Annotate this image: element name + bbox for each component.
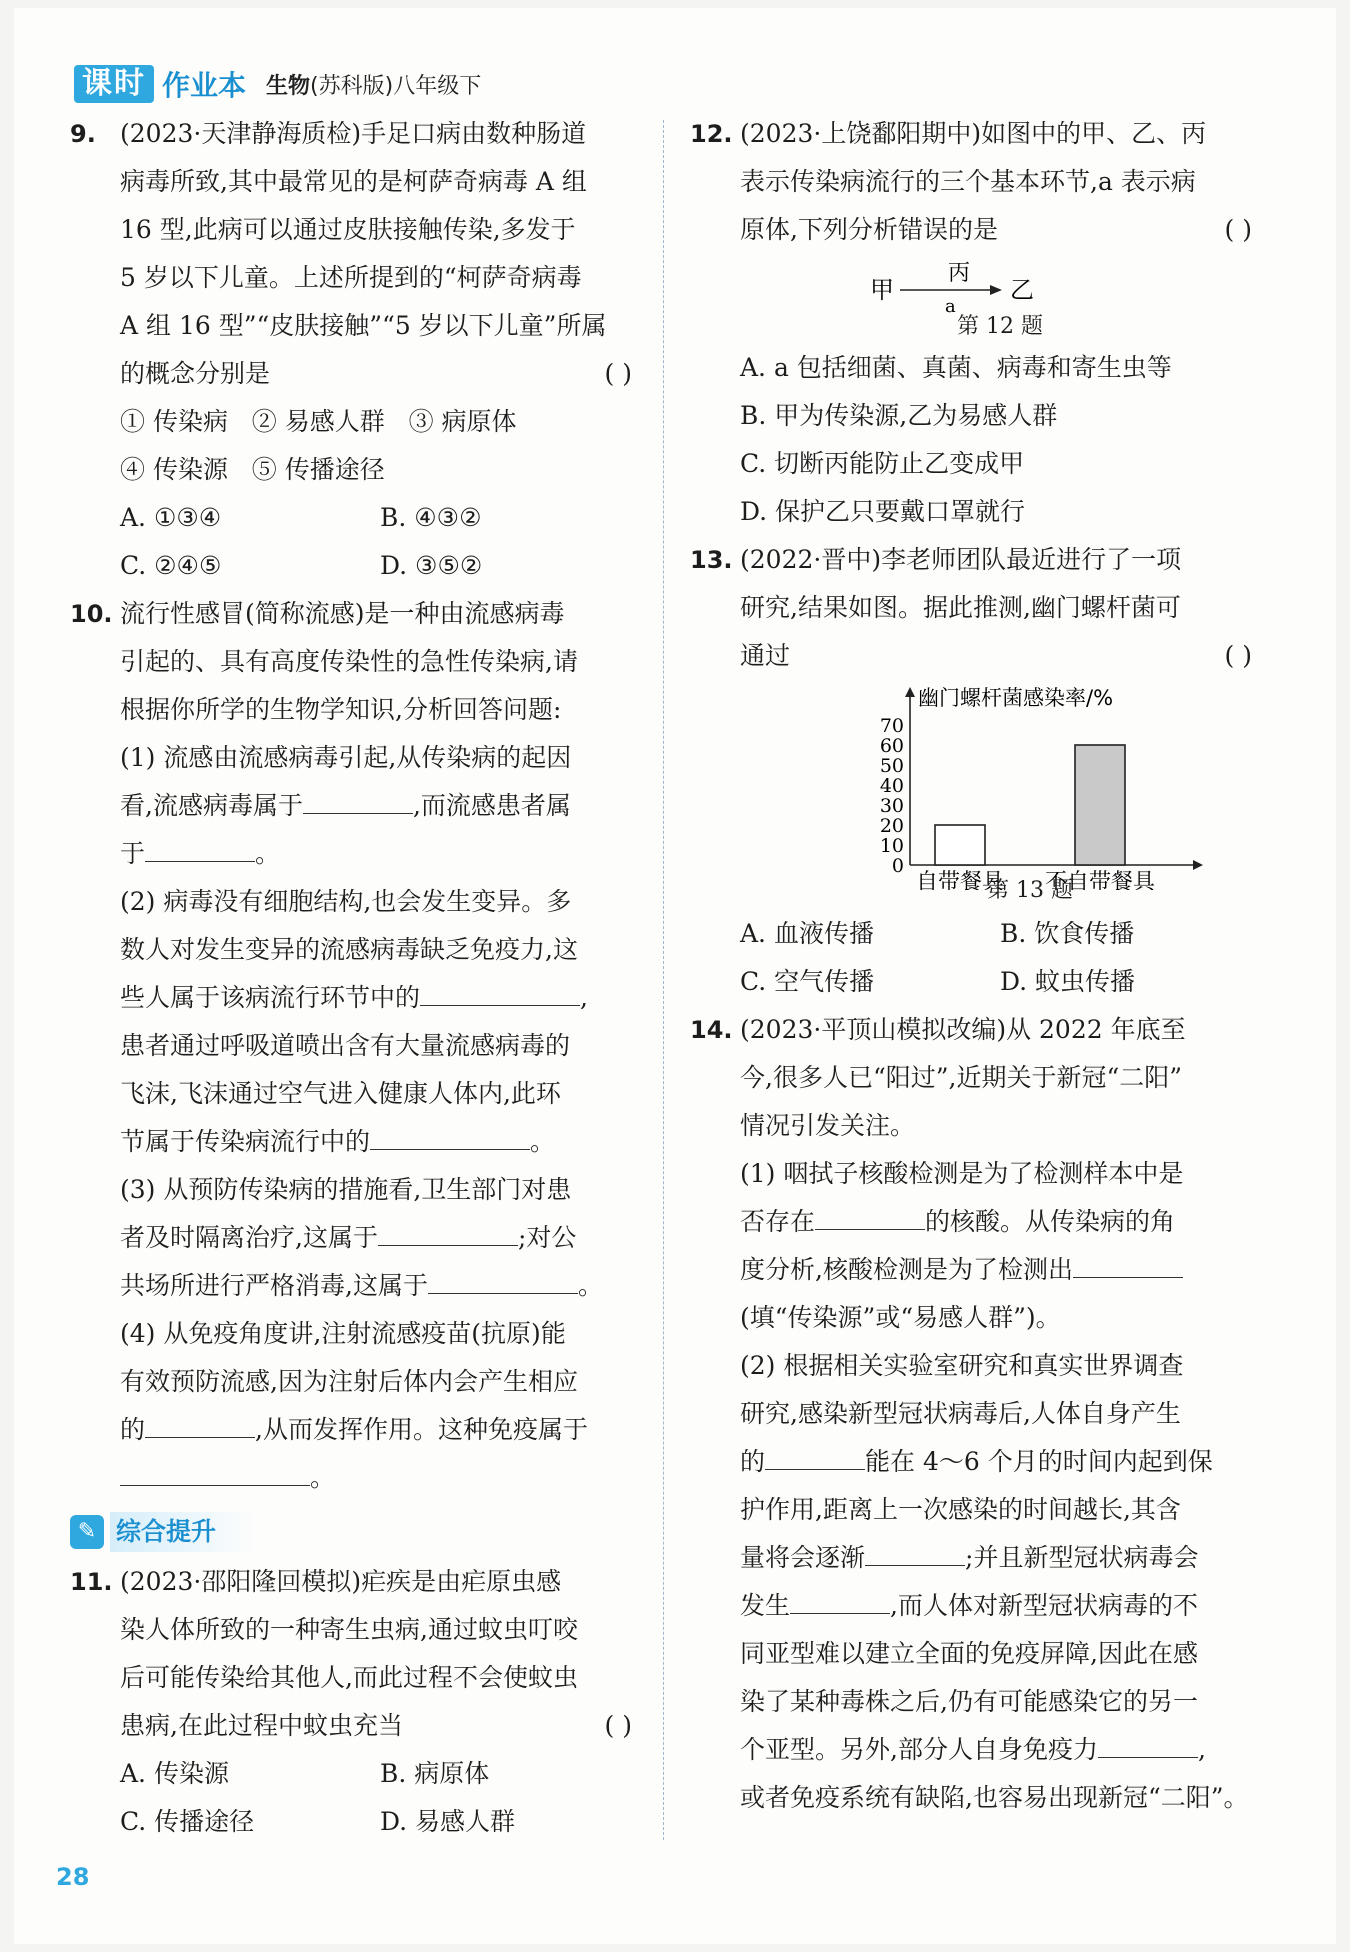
answer-blank[interactable] — [145, 831, 255, 862]
sub-question-1: (1) 流感由流感病毒引起,从传染病的起因 — [120, 743, 572, 772]
stem-line: 情况引发关注。 — [740, 1111, 916, 1140]
option-a[interactable]: A. ①③④ — [120, 503, 222, 532]
y-axis-arrow — [905, 687, 915, 697]
option-c[interactable]: C. ②④⑤ — [120, 551, 222, 580]
option-a[interactable]: A. 血液传播 — [740, 919, 874, 948]
question-number: 14. — [690, 1016, 733, 1044]
answer-blank[interactable] — [145, 1407, 255, 1438]
stem-line: 16 型,此病可以通过皮肤接触传染,多发于 — [120, 215, 576, 244]
question-number: 12. — [690, 120, 733, 148]
stem-line: (2023·邵阳隆回模拟)疟疾是由疟原虫感 — [120, 1567, 562, 1596]
option-d[interactable]: D. 蚊虫传播 — [1000, 967, 1136, 996]
y-tick-label: 40 — [879, 775, 904, 797]
y-tick-label: 60 — [879, 735, 904, 757]
stem-line: 研究,结果如图。据此推测,幽门螺杆菌可 — [740, 593, 1181, 622]
stem-line: 病毒所致,其中最常见的是柯萨奇病毒 A 组 — [120, 167, 587, 196]
section-header — [70, 1512, 640, 1552]
y-tick-label: 50 — [879, 755, 904, 777]
column-divider — [663, 120, 664, 1840]
answer-blank[interactable] — [815, 1199, 925, 1230]
answer-blank[interactable] — [378, 1215, 518, 1246]
concept-items: ① 传染病 ② 易感人群 ③ 病原体 — [120, 407, 517, 436]
left-column — [70, 110, 640, 1846]
page-header — [74, 64, 481, 104]
option-b[interactable]: B. ④③② — [380, 503, 482, 532]
x-category-label: 自带餐具 — [915, 870, 1005, 890]
answer-paren[interactable]: ( ) — [1224, 215, 1252, 244]
sub-question-2: (2) 根据相关实验室研究和真实世界调查 — [740, 1351, 1184, 1380]
stem-line: 今,很多人已“阳过”,近期关于新冠“二阳” — [740, 1063, 1183, 1092]
figure-13-chart — [850, 680, 1260, 910]
bar-chart — [850, 680, 1210, 890]
stem-line: (2022·晋中)李老师团队最近进行了一项 — [740, 545, 1182, 574]
stem-line: (2023·上饶鄱阳期中)如图中的甲、乙、丙 — [740, 119, 1207, 148]
option-c[interactable]: C. 空气传播 — [740, 967, 875, 996]
answer-blank[interactable] — [1098, 1727, 1198, 1758]
stem-line: 5 岁以下儿童。上述所提到的“柯萨奇病毒 — [120, 263, 582, 292]
figure-caption: 第 12 题 — [957, 314, 1043, 339]
x-axis-arrow — [1193, 860, 1203, 870]
question-number: 9. — [70, 120, 96, 148]
stem-line: 后可能传染给其他人,而此过程不会使蚊虫 — [120, 1663, 578, 1692]
figure-12-diagram — [870, 254, 1260, 344]
option-b[interactable]: B. 病原体 — [380, 1759, 490, 1788]
answer-blank[interactable] — [303, 783, 413, 814]
question-10: 10. 流行性感冒(简称流感)是一种由流感病毒 引起的、具有高度传染性的急性传染病,请 根据你所学的生物学知识,分析回答问题: (1) 流感由流感病毒引起,从传染病的起因 看,流感病毒属于 ,而流感患者属 于 。 (2) 病毒没有细胞结构,也会发生变异。多 数人对发生变异的流感病毒缺乏免疫力,这 些人属于该病流行环节中的 , 患者通过呼吸道喷出含有大量流感病毒的 飞沫,飞沫通过空气进入健康人体内,此环 节属于传染病流行中的 。 (3) 从预防传染病的措施看,卫生部门对患 者及时隔离治疗,这属于 ;对公 共场所进行严格消毒,这属于 。 (4) 从免疫角度讲,注射流感疫苗(抗原)能 有效预防流感,因为注射后体内会产生相应 的 ,从而发挥作用。这种免疫属于 。 — [70, 590, 640, 1502]
y-tick-label: 0 — [891, 855, 904, 877]
answer-blank[interactable] — [765, 1439, 865, 1470]
sub-question-4: (4) 从免疫角度讲,注射流感疫苗(抗原)能 — [120, 1319, 566, 1348]
option-d[interactable]: D. 易感人群 — [380, 1807, 516, 1836]
label-a: a — [945, 296, 956, 316]
option-d[interactable]: D. 保护乙只要戴口罩就行 — [740, 497, 1026, 526]
right-column — [690, 110, 1260, 1822]
option-c[interactable]: C. 传播途径 — [120, 1807, 255, 1836]
sub-question-1: (1) 咽拭子核酸检测是为了检测样本中是 — [740, 1159, 1184, 1188]
section-title: 综合提升 — [110, 1512, 256, 1552]
stem-line: 流行性感冒(简称流感)是一种由流感病毒 — [120, 599, 565, 628]
question-11 — [70, 1558, 640, 1846]
y-tick-label: 30 — [879, 795, 904, 817]
stem-line: 通过 — [740, 641, 791, 670]
answer-blank[interactable] — [1073, 1247, 1183, 1278]
y-tick-label: 20 — [879, 815, 904, 837]
stem-line: 染人体所致的一种寄生虫病,通过蚊虫叮咬 — [120, 1615, 578, 1644]
node-bing: 丙 — [948, 261, 971, 286]
y-tick-label: 70 — [879, 715, 904, 737]
series-logo: 课时 — [74, 65, 154, 103]
subject-title: 生物(苏科版)八年级下 — [266, 73, 482, 99]
x-category-label: 不自带餐具 — [1044, 870, 1156, 890]
answer-blank[interactable] — [370, 1119, 530, 1150]
question-number: 10. — [70, 600, 113, 628]
stem-line: 原体,下列分析错误的是 — [740, 215, 998, 244]
answer-paren[interactable]: ( ) — [604, 359, 632, 388]
node-jia: 甲 — [870, 276, 894, 304]
answer-blank[interactable] — [428, 1263, 578, 1294]
question-13 — [690, 536, 1260, 1006]
page-number: 28 — [56, 1863, 90, 1891]
answer-blank[interactable] — [790, 1583, 890, 1614]
sub-question-3: (3) 从预防传染病的措施看,卫生部门对患 — [120, 1175, 572, 1204]
bar — [935, 825, 985, 865]
node-yi: 乙 — [1010, 276, 1034, 304]
stem-line: 表示传染病流行的三个基本环节,a 表示病 — [740, 167, 1196, 196]
stem-line: 患病,在此过程中蚊虫充当 — [120, 1711, 403, 1740]
answer-paren[interactable]: ( ) — [1224, 641, 1252, 670]
concept-items: ④ 传染源 ⑤ 传播途径 — [120, 455, 385, 484]
stem-line: 的概念分别是 — [120, 359, 271, 388]
answer-blank[interactable] — [420, 975, 580, 1006]
question-12 — [690, 110, 1260, 536]
option-a[interactable]: A. a 包括细菌、真菌、病毒和寄生虫等 — [740, 353, 1172, 382]
pencil-icon: ✎ — [70, 1515, 104, 1549]
question-number: 11. — [70, 1568, 113, 1596]
option-b[interactable]: B. 饮食传播 — [1000, 919, 1135, 948]
answer-blank[interactable] — [120, 1455, 310, 1486]
question-9 — [70, 110, 640, 590]
stem-line: 根据你所学的生物学知识,分析回答问题: — [120, 695, 562, 724]
answer-paren[interactable]: ( ) — [604, 1711, 632, 1740]
option-b[interactable]: B. 甲为传染源,乙为易感人群 — [740, 401, 1058, 430]
answer-blank[interactable] — [865, 1535, 965, 1566]
option-c[interactable]: C. 切断丙能防止乙变成甲 — [740, 449, 1025, 478]
arrow-head — [990, 285, 1002, 295]
stem-line: 引起的、具有高度传染性的急性传染病,请 — [120, 647, 578, 676]
question-number: 13. — [690, 546, 733, 574]
y-axis-label: 幽门螺杆菌感染率/% — [918, 686, 1114, 710]
bar — [1075, 745, 1125, 865]
option-d[interactable]: D. ③⑤② — [380, 551, 483, 580]
option-a[interactable]: A. 传染源 — [120, 1759, 229, 1788]
sub-question-2: (2) 病毒没有细胞结构,也会发生变异。多 — [120, 887, 572, 916]
stem-line: A 组 16 型”“皮肤接触”“5 岁以下儿童”所属 — [120, 311, 607, 340]
series-name: 作业本 — [162, 69, 247, 102]
question-14: 14. (2023·平顶山模拟改编)从 2022 年底至 今,很多人已“阳过”,近期关于新冠“二阳” 情况引发关注。 (1) 咽拭子核酸检测是为了检测样本中是 否存在 的核酸。从传染病的角 度分析,核酸检测是为了检测出 (填“传染源”或“易感人群”)。 (2) 根据相关实验室研究和真实世界调查 研究,感染新型冠状病毒后,人体自身产生 的 能在 4～6 个月的时间内起到保 护作用,距离上一次感染的时间越长,其含 量将会逐渐 ;并且新型冠状病毒会 发生 ,而人体对新型冠状病毒的不 同亚型难以建立全面的免疫屏障,因此在感 染了某种毒株之后,仍有可能感染它的另一 个亚型。另外,部分人自身免疫力 , 或者免疫系统有缺陷,也容易出现新冠“二阳”。 — [690, 1006, 1260, 1822]
stem-line: (2023·平顶山模拟改编)从 2022 年底至 — [740, 1015, 1186, 1044]
figure-caption: 第 13 题 — [987, 878, 1073, 903]
y-tick-label: 10 — [879, 835, 904, 857]
stem-line: (2023·天津静海质检)手足口病由数种肠道 — [120, 119, 587, 148]
